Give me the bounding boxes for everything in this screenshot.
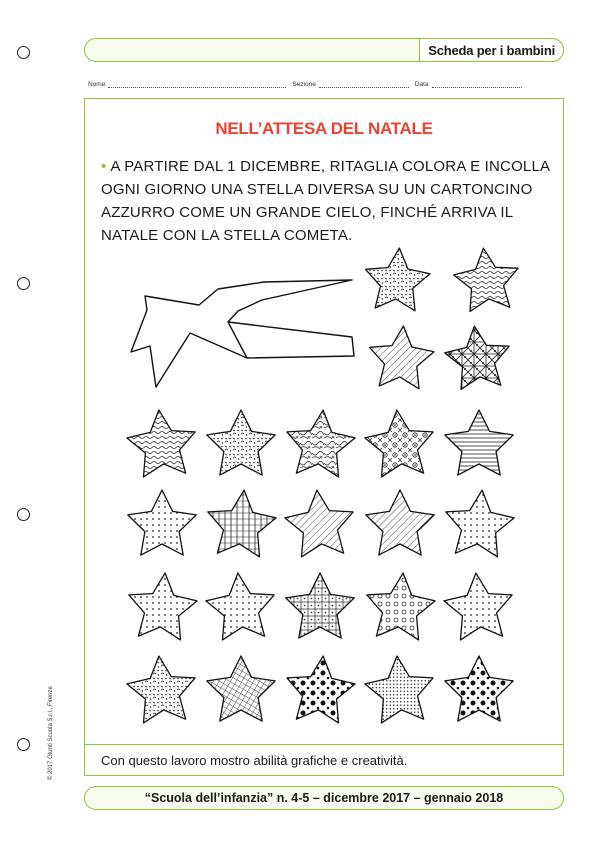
star-icon — [208, 490, 276, 557]
star-icon — [454, 248, 518, 311]
stars-layer — [127, 248, 518, 723]
header-label: Scheda per i bambini — [419, 38, 564, 62]
star-icon — [365, 656, 433, 723]
footer-text: Con questo lavoro mostro abilità grafiche e creatività. — [101, 753, 408, 768]
publication-bar: “Scuola dell’infanzia” n. 4-5 – dicembre 2017 – gennaio 2018 — [84, 786, 564, 810]
star-icon — [444, 573, 512, 640]
star-icon — [206, 573, 274, 640]
star-icon — [287, 656, 355, 723]
star-icon — [370, 326, 435, 389]
copyright-text: © 2017 Giunti Scuola S.r.l., Firenze — [48, 686, 54, 780]
star-icon — [365, 410, 433, 477]
star-icon — [207, 656, 275, 721]
star-icon — [129, 573, 197, 640]
star-icon — [445, 326, 509, 389]
worksheet-title: NELL’ATTESA DEL NATALE — [215, 119, 433, 138]
star-icon — [286, 573, 354, 638]
star-icon — [127, 656, 195, 723]
section-label: Sezione — [292, 81, 316, 88]
name-label: Nome — [88, 81, 106, 88]
instructions-body: A PARTIRE DAL 1 DICEMBRE, RITAGLIA COLORA E INCOLLA OGNI GIORNO UNA STELLA DIVERSA SU UN CARTONCINO AZZURRO COME UN GRANDE CIELO, FINCHÉ ARRIVA IL NATALE CON LA STELLA COMETA. — [101, 158, 550, 244]
date-label: Data — [414, 81, 429, 88]
star-icon — [128, 490, 196, 555]
star-icon — [366, 490, 434, 555]
star-icon — [207, 410, 275, 475]
star-icon — [285, 490, 353, 557]
star-icon — [367, 573, 435, 640]
star-icon — [445, 410, 513, 475]
star-icon — [127, 410, 195, 477]
star-icon — [445, 656, 513, 721]
star-icon — [446, 490, 514, 557]
comet-tail-icon — [228, 322, 354, 358]
star-icon — [366, 248, 431, 311]
bullet-icon: • — [101, 158, 107, 175]
star-icon — [287, 410, 355, 477]
